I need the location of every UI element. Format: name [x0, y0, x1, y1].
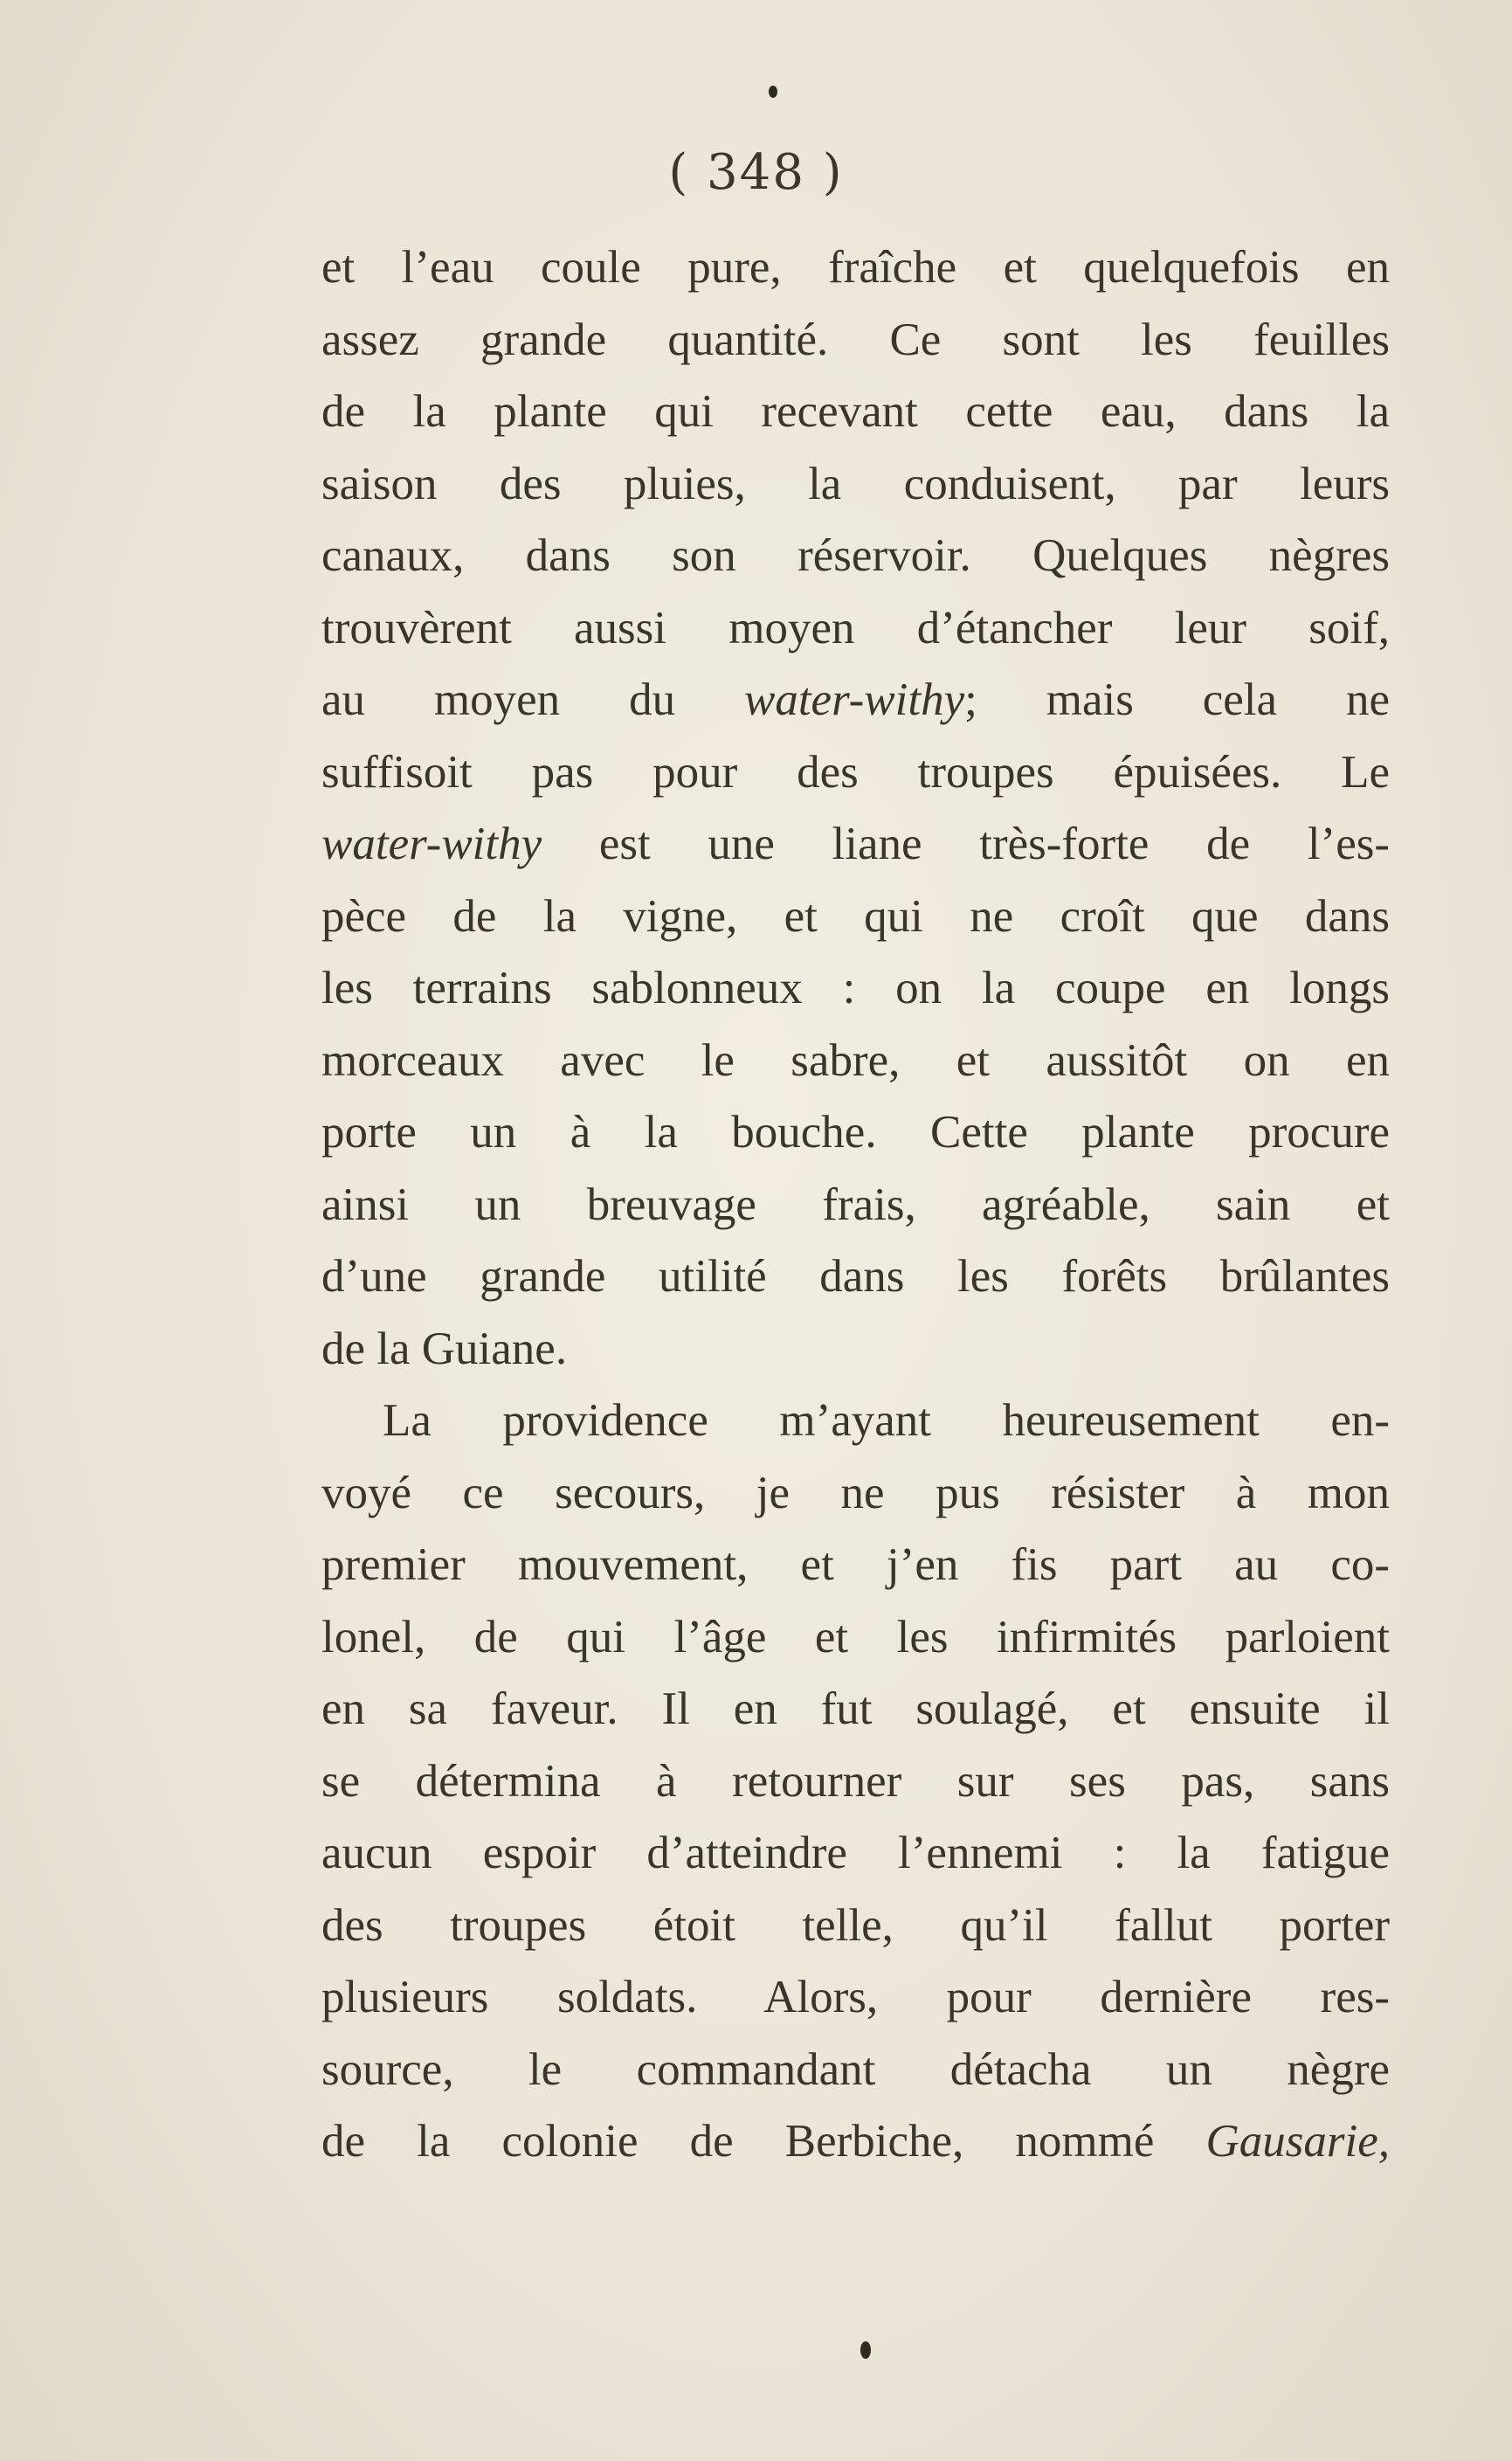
- text-line: d’une grande utilité dans les forêts brûlantes: [321, 1251, 1390, 1302]
- text-line: les terrains sablonneux : on la coupe en longs: [321, 963, 1390, 1013]
- text-line: de la Guiane.: [321, 1323, 568, 1374]
- italic-term: water-withy: [743, 674, 965, 725]
- text-line: [321, 808, 1390, 881]
- text-run: au moyen du: [321, 674, 744, 725]
- text-run: est une liane très-forte de l’es-: [542, 819, 1390, 869]
- text-line: saison des pluies, la conduisent, par leurs: [321, 458, 1390, 509]
- text-line: suffisoit pas pour des troupes épuisées. Le: [321, 746, 1390, 798]
- text-line: assez grande quantité. Ce sont les feuilles: [321, 314, 1390, 365]
- text-line: ainsi un breuvage frais, agréable, sain et: [321, 1179, 1390, 1230]
- text-line: porte un à la bouche. Cette plante procure: [321, 1107, 1390, 1158]
- text-line: pèce de la vigne, et qui ne croît que dans: [321, 890, 1390, 942]
- text-line: trouvèrent aussi moyen d’étancher leur soif,: [321, 602, 1390, 653]
- text-line: source, le commandant détacha un nègre: [321, 2043, 1390, 2095]
- text-line: [321, 2105, 1390, 2178]
- text-line: plusieurs soldats. Alors, pour dernière res-: [321, 1972, 1390, 2022]
- text-line: [321, 664, 1390, 736]
- text-line: se détermina à retourner sur ses pas, sans: [321, 1755, 1390, 1807]
- italic-name: Gausarie,: [1205, 2116, 1390, 2167]
- text-line: canaux, dans son réservoir. Quelques nègres: [321, 530, 1390, 581]
- text-line: morceaux avec le sabre, et aussitôt on en: [321, 1034, 1390, 1086]
- text-line: premier mouvement, et j’en fis part au co-: [321, 1539, 1390, 1590]
- ink-speck-top: [769, 86, 777, 98]
- text-line: lonel, de qui l’âge et les infirmités parloient: [321, 1611, 1390, 1663]
- text-line: voyé ce secours, je ne pus résister à mon: [321, 1467, 1390, 1518]
- text-run: de la colonie de Berbiche, nommé: [321, 2116, 1206, 2167]
- body-text: [321, 232, 1390, 2178]
- italic-term: water-withy: [321, 819, 542, 869]
- paragraph-start-line: La providence m’ayant heureusement en-: [383, 1395, 1390, 1446]
- page-number: ( 348 ): [668, 144, 844, 201]
- text-line: aucun espoir d’atteindre l’ennemi : la fatigue: [321, 1828, 1390, 1878]
- text-line: des troupes étoit telle, qu’il fallut porter: [321, 1899, 1390, 1951]
- ink-speck-bottom: [860, 2341, 871, 2359]
- text-line: en sa faveur. Il en fut soulagé, et ensuite il: [321, 1683, 1390, 1734]
- text-line: de la plante qui recevant cette eau, dans la: [321, 386, 1390, 437]
- text-run: ; mais cela ne: [964, 674, 1390, 725]
- text-line: et l’eau coule pure, fraîche et quelquefois en: [321, 242, 1390, 293]
